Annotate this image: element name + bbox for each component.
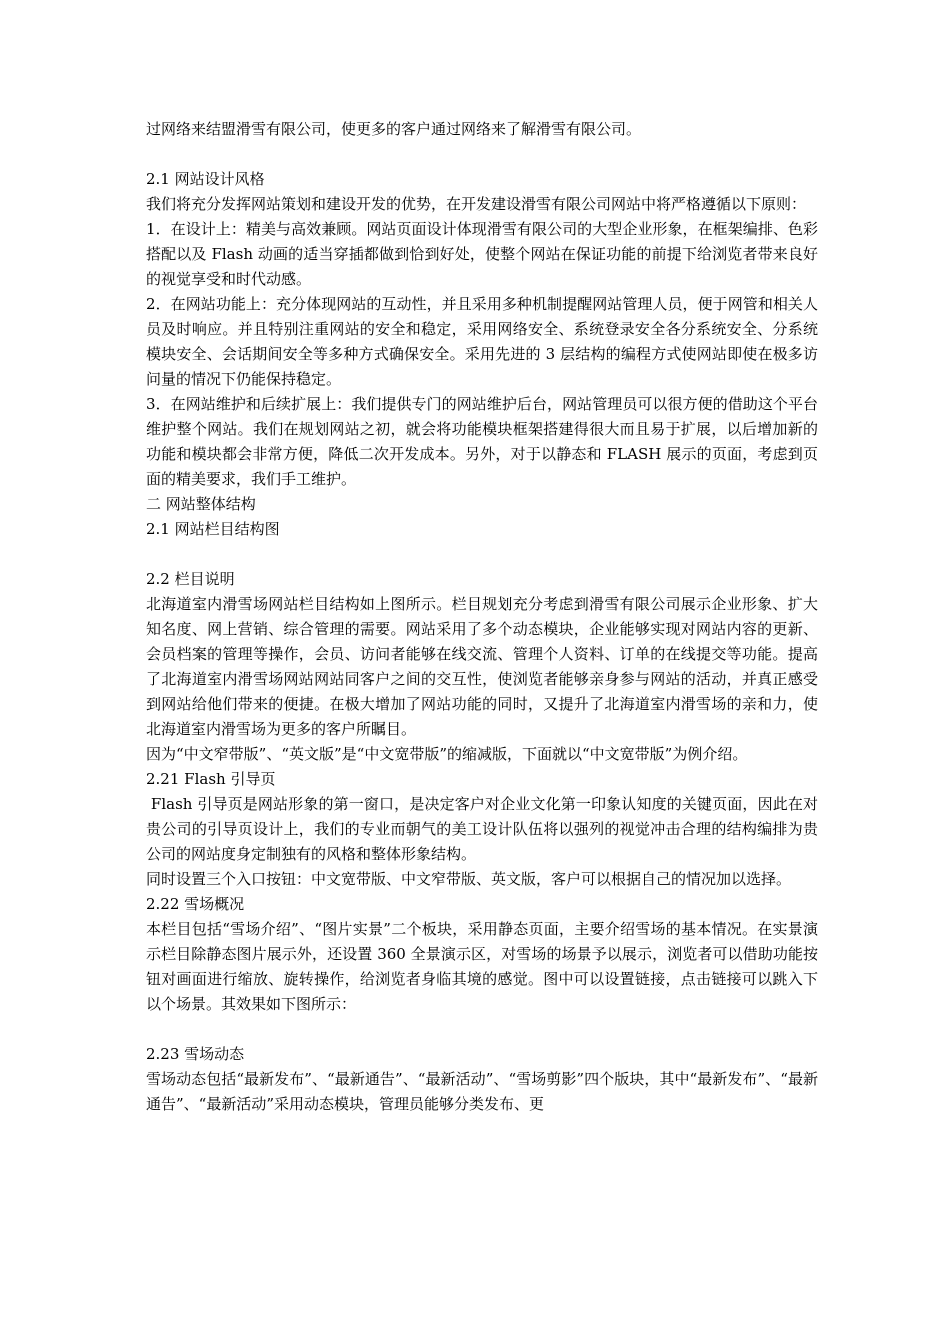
section-heading: 2.22 雪场概况: [146, 895, 245, 913]
section-heading: 2.1 网站设计风格: [146, 170, 265, 188]
document-body: [146, 117, 818, 1117]
paragraph: 本栏目包括“雪场介绍”、“图片实景”二个板块，采用静态页面，主要介绍雪场的基本情况。在实景演示栏目除静态图片展示外，还设置 360 全景演示区，对雪场的场景予以展示，浏览者可以借助功能按钮对画面进行缩放、旋转操作，给浏览者身临其境的感觉。图中可以设置链接，点击链接可以跳入下以个场景。其效果如下图所示：: [146, 920, 818, 1013]
paragraph: 雪场动态包括“最新发布”、“最新通告”、“最新活动”、“雪场剪影”四个版块，其中“最新发布”、“最新通告”、“最新活动”采用动态模块，管理员能够分类发布、更: [146, 1070, 818, 1113]
paragraph: 因为“中文窄带版”、“英文版”是“中文宽带版”的缩减版，下面就以“中文宽带版”为例介绍。: [146, 745, 748, 763]
chapter-heading: 二 网站整体结构: [146, 495, 256, 513]
blank-line: [146, 542, 818, 567]
blank-line: [146, 142, 818, 167]
blank-line: [146, 1017, 818, 1042]
list-item: 2．在网站功能上：充分体现网站的互动性，并且采用多种机制提醒网站管理人员，便于网管和相关人员及时响应。并且特别注重网站的安全和稳定，采用网络安全、系统登录安全各分系统安全、分系统模块安全、会话期间安全等多种方式确保安全。采用先进的 3 层结构的编程方式使网站即使在极多访问量的情况下仍能保持稳定。: [146, 295, 818, 388]
section-heading: 2.21 Flash 引导页: [146, 770, 276, 788]
paragraph: 过网络来结盟滑雪有限公司，使更多的客户通过网络来了解滑雪有限公司。: [146, 120, 642, 138]
paragraph: Flash 引导页是网站形象的第一窗口，是决定客户对企业文化第一印象认知度的关键页面，因此在对贵公司的引导页设计上，我们的专业而朝气的美工设计队伍将以强列的视觉冲击合理的结构编排为贵公司的网站度身定制独有的风格和整体形象结构。: [146, 795, 818, 863]
list-item: 1．在设计上：精美与高效兼顾。网站页面设计体现滑雪有限公司的大型企业形象，在框架编排、色彩搭配以及 Flash 动画的适当穿插都做到恰到好处，使整个网站在保证功能的前提下给浏览者带来良好的视觉享受和时代动感。: [146, 220, 818, 288]
paragraph: 同时设置三个入口按钮：中文宽带版、中文窄带版、英文版，客户可以根据自己的情况加以选择。: [146, 870, 792, 888]
section-heading: 2.1 网站栏目结构图: [146, 520, 280, 538]
paragraph: 我们将充分发挥网站策划和建设开发的优势，在开发建设滑雪有限公司网站中将严格遵循以下原则：: [146, 195, 807, 213]
list-item: 3．在网站维护和后续扩展上：我们提供专门的网站维护后台，网站管理员可以很方便的借助这个平台维护整个网站。我们在规划网站之初，就会将功能模块框架搭建得很大而且易于扩展，以后增加新的功能和模块都会非常方便，降低二次开发成本。另外，对于以静态和 FLASH 展示的页面，考虑到页面的精美要求，我们手工维护。: [146, 395, 818, 488]
paragraph: 北海道室内滑雪场网站栏目结构如上图所示。栏目规划充分考虑到滑雪有限公司展示企业形象、扩大知名度、网上营销、综合管理的需要。网站采用了多个动态模块，企业能够实现对网站内容的更新、会员档案的管理等操作，会员、访问者能够在线交流、管理个人资料、订单的在线提交等功能。提高了北海道室内滑雪场网站网站同客户之间的交互性，使浏览者能够亲身参与网站的活动，并真正感受到网站给他们带来的便捷。在极大增加了网站功能的同时，又提升了北海道室内滑雪场的亲和力，使北海道室内滑雪场为更多的客户所瞩目。: [146, 595, 818, 738]
section-heading: 2.23 雪场动态: [146, 1045, 245, 1063]
section-heading: 2.2 栏目说明: [146, 570, 235, 588]
